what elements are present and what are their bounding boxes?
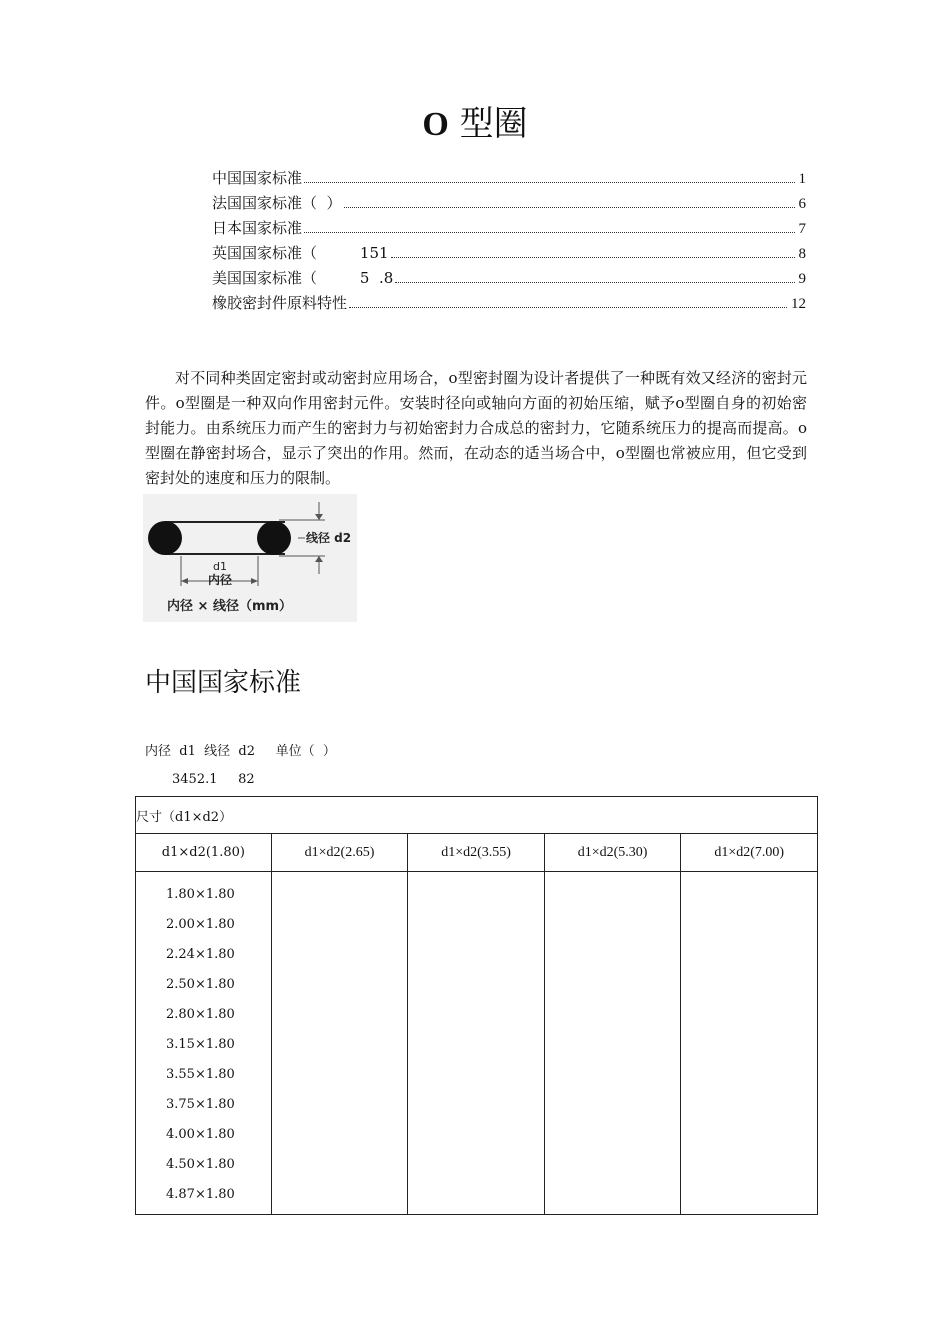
toc-leader: [395, 281, 794, 283]
dimension-entry: 2.24×1.80: [166, 947, 235, 962]
dimension-entry: 3.55×1.80: [166, 1067, 235, 1082]
table-column-2: [271, 872, 408, 1215]
toc-entry-label: 橡胶密封件原料特性: [212, 294, 348, 312]
ring-section-right: [257, 521, 291, 555]
intro-paragraph: 对不同种类固定密封或动密封应用场合，o型密封圈为设计者提供了一种既有效又经济的密封元件。o型圈是一种双向作用密封元件。安装时径向或轴向方面的初始压缩，赋予o型圈自身的初始密封能力。由系统压力而产生的密封力与初始密封力合成总的密封力，它随系统压力的提高而提高。o型圈在静密封场合，显示了突出的作用。然而，在动态的适当场合中，o型圈也常被应用，但它受到密封处的速度和压力的限制。: [145, 369, 807, 487]
dimension-entry: 2.50×1.80: [166, 977, 235, 992]
inner-diameter-label: 内径: [207, 573, 233, 587]
toc-entry[interactable]: [212, 192, 806, 217]
title-letter: O: [422, 106, 449, 143]
d1-label: d1: [213, 560, 227, 573]
toc-entry[interactable]: [212, 167, 806, 192]
toc-entry[interactable]: [212, 292, 806, 317]
table-of-contents: [212, 167, 806, 317]
table-header-cell: d1×d2(1.80): [136, 834, 272, 872]
toc-leader: [344, 206, 795, 208]
o-ring-diagram: [143, 494, 357, 622]
toc-entry-label: 美国国家标准（ 5 .8: [212, 269, 394, 287]
toc-entry-page: 12: [791, 296, 806, 312]
d2-arrowhead-top: [315, 514, 323, 520]
toc-entry[interactable]: [212, 217, 806, 242]
table-column-3: [408, 872, 545, 1215]
ring-section-left: [148, 521, 182, 555]
toc-entry-label: 中国国家标准: [212, 169, 303, 187]
dimension-entry: 2.00×1.80: [166, 917, 235, 932]
o-ring-diagram-svg: [143, 494, 357, 622]
toc-entry-page: 7: [798, 221, 806, 237]
toc-leader: [349, 306, 787, 308]
table-header-cell: d1×d2(3.55): [408, 834, 545, 872]
d2-arrowhead-bottom: [315, 556, 323, 562]
toc-leader: [304, 181, 794, 183]
title-text: 型圈: [448, 104, 528, 144]
dimension-list: [136, 872, 271, 1214]
dimension-entry: 4.87×1.80: [166, 1187, 235, 1202]
section-heading: 中国国家标准: [145, 668, 302, 698]
toc-entry-page: 8: [798, 246, 806, 262]
dimension-entry: 4.50×1.80: [166, 1157, 235, 1172]
diagram-caption: 内径 × 线径（mm）: [167, 599, 293, 614]
toc-entry-page: 6: [798, 196, 806, 212]
toc-entry-label: 法国国家标准（ ）: [212, 194, 342, 212]
table-header-cell: d1×d2(2.65): [271, 834, 408, 872]
units-line: 内径 d1 线径 d2 单位（ ）: [145, 744, 336, 759]
dimension-entry: 2.80×1.80: [166, 1007, 235, 1022]
table-header-cell: d1×d2(5.30): [544, 834, 681, 872]
dimension-entry: 1.80×1.80: [166, 887, 235, 902]
dimension-entry: 3.75×1.80: [166, 1097, 235, 1112]
standard-number-line: 3452.1 82: [172, 772, 255, 787]
toc-entry-page: 1: [798, 171, 806, 187]
dimension-entry: 4.00×1.80: [166, 1127, 235, 1142]
toc-entry[interactable]: [212, 267, 806, 292]
toc-entry[interactable]: [212, 242, 806, 267]
d1-arrowhead-right: [251, 578, 258, 584]
toc-entry-page: 9: [798, 271, 806, 287]
table-column-4: [544, 872, 681, 1215]
table-column-1: [136, 872, 272, 1215]
d1-arrowhead-left: [181, 578, 188, 584]
dimension-entry: 3.15×1.80: [166, 1037, 235, 1052]
size-table: [135, 796, 818, 1215]
table-column-5: [681, 872, 818, 1215]
document-title: [0, 100, 950, 149]
d2-label: 线径 d2: [306, 531, 352, 545]
toc-leader: [391, 256, 795, 258]
table-header-cell: d1×d2(7.00): [681, 834, 818, 872]
table-caption-row: [136, 797, 818, 834]
table-caption: 尺寸（d1×d2）: [136, 797, 818, 834]
table-body-row: [136, 872, 818, 1215]
toc-entry-label: 日本国家标准: [212, 219, 303, 237]
toc-entry-label: 英国国家标准（ 151: [212, 244, 389, 262]
table-header-row: [136, 834, 818, 872]
toc-leader: [304, 231, 794, 233]
